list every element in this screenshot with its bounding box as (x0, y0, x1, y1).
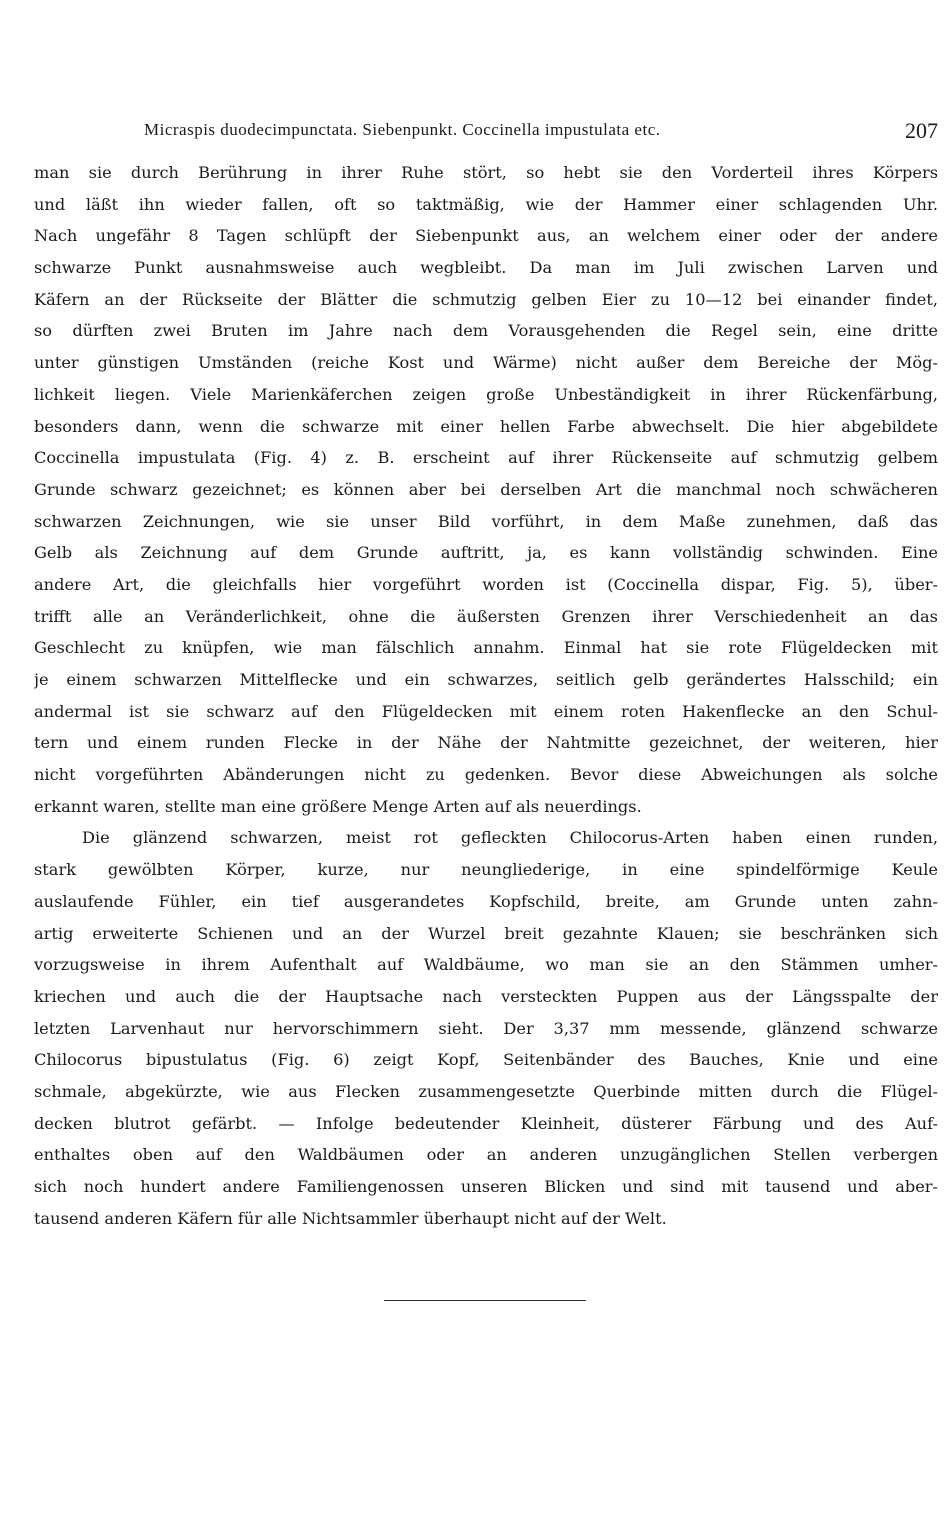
text-line: andere Art, die gleichfalls hier vorgeführt worden ist (Coccinella dispar, Fig. 5), über- (34, 574, 938, 594)
text-line: andermal ist sie schwarz auf den Flügeldecken mit einem roten Hakenflecke an den Schul- (34, 701, 938, 721)
text-line: schwarze Punkt ausnahmsweise auch wegbleibt. Da man im Juli zwischen Larven und (34, 258, 938, 278)
text-line: je einem schwarzen Mittelflecke und ein schwarzes, seitlich gelb gerändertes Halsschild; ein (34, 670, 938, 689)
text-line: vorzugsweise in ihrem Aufenthalt auf Waldbäume, wo man sie an den Stämmen umher- (34, 955, 938, 975)
text-line: kriechen und auch die der Hauptsache nach versteckten Puppen aus der Längsspalte der (34, 986, 938, 1006)
text-line: man sie durch Berührung in ihrer Ruhe stört, so hebt sie den Vorderteil ihres Körpers (34, 163, 938, 182)
text-line: tern und einem runden Flecke in der Nähe der Nahtmitte gezeichnet, der weiteren, hier (34, 733, 938, 753)
text-line: Nach ungefähr 8 Tagen schlüpft der Siebenpunkt aus, an welchem einer oder der andere (34, 226, 938, 246)
text-line: nicht vorgeführten Abänderungen nicht zu gedenken. Bevor diese Abweichungen als solche (34, 765, 938, 785)
section-end-rule (384, 1300, 586, 1301)
text-line: Geschlecht zu knüpfen, wie man fälschlich annahm. Einmal hat sie rote Flügeldecken mit (34, 638, 938, 658)
text-line: enthaltes oben auf den Waldbäumen oder an anderen unzugänglichen Stellen verbergen (34, 1145, 938, 1165)
page-number: 207 (905, 118, 938, 143)
text-line: und läßt ihn wieder fallen, oft so taktmäßig, wie der Hammer einer schlagenden Uhr. (34, 194, 938, 214)
text-line: erkannt waren, stellte man eine größere Menge Arten auf als neuerdings. (34, 796, 642, 816)
text-line: artig erweiterte Schienen und an der Wurzel breit gezahnte Klauen; sie beschränken sich (34, 923, 938, 943)
text-line: Die glänzend schwarzen, meist rot gefleckten Chilocorus-Arten haben einen runden, (82, 828, 938, 848)
text-line: Gelb als Zeichnung auf dem Grunde auftritt, ja, es kann vollständig schwinden. Eine (34, 543, 938, 563)
text-line: sich noch hundert andere Familiengenossen unseren Blicken und sind mit tausend und aber- (34, 1177, 938, 1196)
text-line: so dürften zwei Bruten im Jahre nach dem Vorausgehenden die Regel sein, eine dritte (34, 321, 938, 341)
text-line: decken blutrot gefärbt. — Infolge bedeutender Kleinheit, düsterer Färbung und des Auf- (34, 1113, 938, 1133)
text-line: Grunde schwarz gezeichnet; es können aber bei derselben Art die manchmal noch schwächeren (34, 479, 938, 499)
text-line: schmale, abgekürzte, wie aus Flecken zusammengesetzte Querbinde mitten durch die Flügel- (34, 1081, 938, 1101)
text-line: Chilocorus bipustulatus (Fig. 6) zeigt Kopf, Seitenbänder des Bauches, Knie und eine (34, 1050, 938, 1070)
text-line: tausend anderen Käfern für alle Nichtsammler überhaupt nicht auf der Welt. (34, 1208, 667, 1228)
text-line: trifft alle an Veränderlichkeit, ohne die äußersten Grenzen ihrer Verschiedenheit an das (34, 606, 938, 626)
text-line: stark gewölbten Körper, kurze, nur neungliederige, in eine spindelförmige Keule (34, 860, 938, 880)
text-line: Coccinella impustulata (Fig. 4) z. B. erscheint auf ihrer Rückenseite auf schmutzig gelbem (34, 448, 938, 468)
text-line: schwarzen Zeichnungen, wie sie unser Bild vorführt, in dem Maße zunehmen, daß das (34, 511, 938, 531)
text-line: besonders dann, wenn die schwarze mit einer hellen Farbe abwechselt. Die hier abgebildete (34, 416, 938, 436)
text-line: unter günstigen Umständen (reiche Kost und Wärme) nicht außer dem Bereiche der Mög- (34, 353, 938, 373)
text-line: auslaufende Fühler, ein tief ausgerandetes Kopfschild, breite, am Grunde unten zahn- (34, 891, 938, 911)
text-line: lichkeit liegen. Viele Marienkäferchen zeigen große Unbeständigkeit in ihrer Rückenfärbung, (34, 384, 938, 404)
running-head-title: Micraspis duodecimpunctata. Siebenpunkt. Coccinella impustulata etc. (144, 120, 661, 139)
text-line: letzten Larvenhaut nur hervorschimmern sieht. Der 3,37 mm messende, glänzend schwarze (34, 1018, 938, 1038)
running-head (34, 118, 938, 144)
text-line: Käfern an der Rückseite der Blätter die schmutzig gelben Eier zu 10—12 bei einander findet, (34, 289, 938, 309)
body-text (34, 157, 938, 1234)
